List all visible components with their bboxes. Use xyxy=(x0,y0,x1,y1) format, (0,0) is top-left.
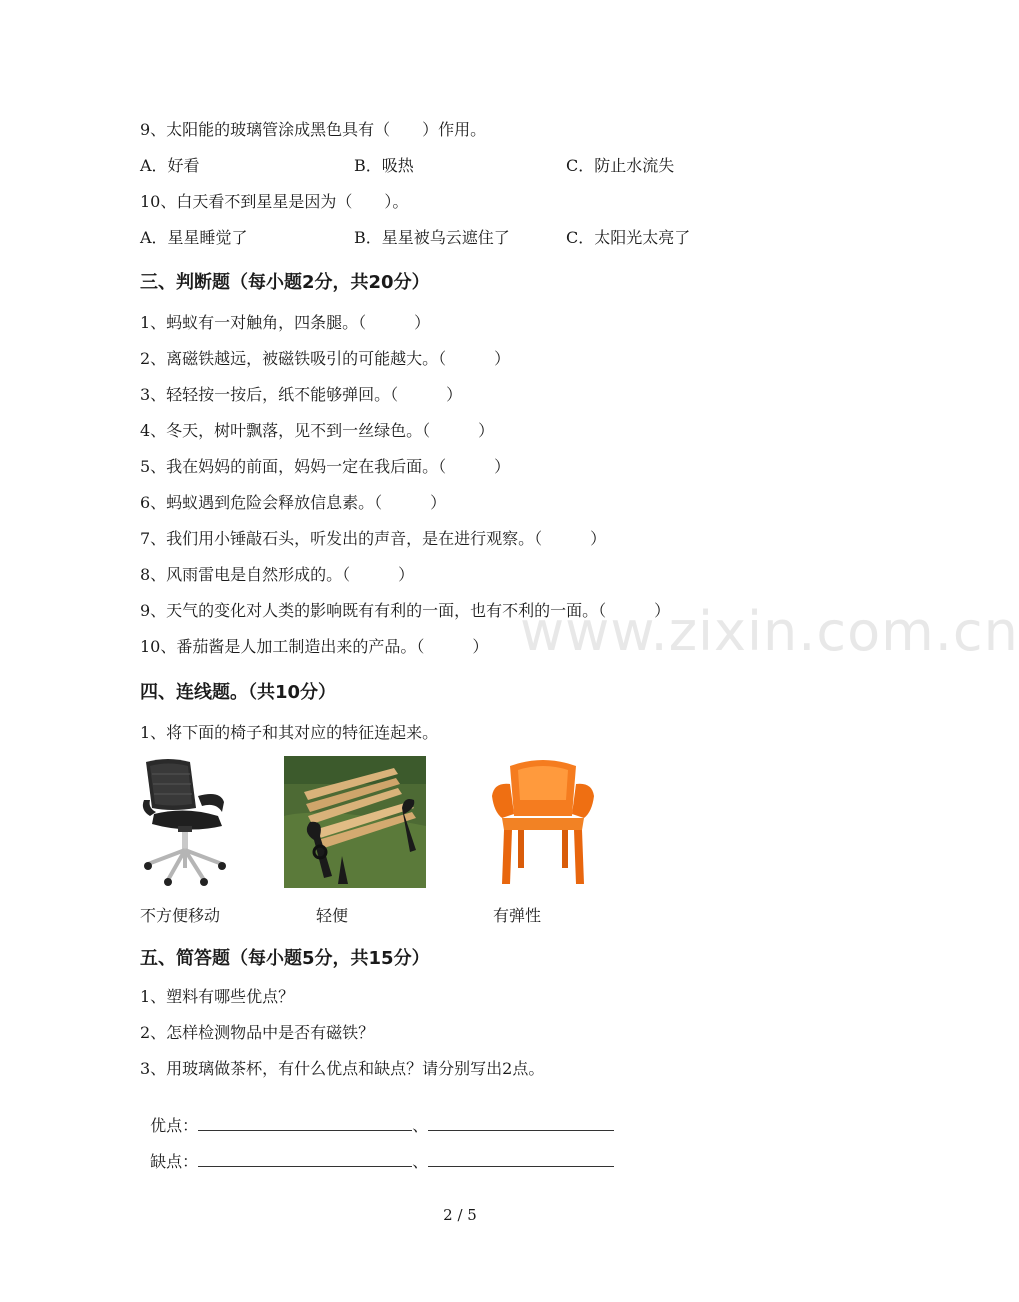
q10-option-c: C．太阳光太亮了 xyxy=(566,228,691,247)
judge-item: 2、离磁铁越远，被磁铁吸引的可能越大。（ ） xyxy=(140,349,511,368)
pros-answer-row xyxy=(140,1096,614,1136)
judge-item: 4、冬天，树叶飘落，见不到一丝绿色。（ ） xyxy=(140,421,495,440)
q10-option-a: A．星星睡觉了 xyxy=(140,228,248,247)
judge-item: 8、风雨雷电是自然形成的。（ ） xyxy=(140,565,415,584)
cons-blank-1[interactable] xyxy=(198,1152,412,1167)
office-chair-image xyxy=(138,756,230,888)
caption-immobile: 不方便移动 xyxy=(140,906,221,925)
pros-label: 优点： xyxy=(150,1116,199,1135)
watermark: www.zixin.com.cn xyxy=(520,600,1019,663)
section4-heading: 四、连线题。（共10分） xyxy=(140,682,337,703)
section3-heading: 三、判断题（每小题2分，共20分） xyxy=(140,272,430,293)
cons-blank-2[interactable] xyxy=(428,1152,614,1167)
q9-option-c: C．防止水流失 xyxy=(566,156,675,175)
section5-heading: 五、简答题（每小题5分，共15分） xyxy=(140,948,430,969)
q9-option-b: B．吸热 xyxy=(354,156,414,175)
q9-option-a: A．好看 xyxy=(140,156,200,175)
cons-answer-row xyxy=(140,1132,614,1172)
judge-item: 7、我们用小锤敲石头，听发出的声音，是在进行观察。（ ） xyxy=(140,529,607,548)
caption-lightweight: 轻便 xyxy=(316,906,349,925)
q10-option-b: B．星星被乌云遮住了 xyxy=(354,228,510,247)
pros-blank-1[interactable] xyxy=(198,1116,412,1131)
matching-question: 1、将下面的椅子和其对应的特征连起来。 xyxy=(140,723,439,742)
page-number: 2 / 5 xyxy=(443,1206,477,1224)
short-answer-3: 3、用玻璃做茶杯，有什么优点和缺点？请分别写出2点。 xyxy=(140,1059,545,1078)
judge-item: 9、天气的变化对人类的影响既有有利的一面，也有不利的一面。（ ） xyxy=(140,601,671,620)
judge-item: 6、蚂蚁遇到危险会释放信息素。（ ） xyxy=(140,493,447,512)
judge-item: 10、番茄酱是人加工制造出来的产品。（ ） xyxy=(140,637,489,656)
short-answer-1: 1、塑料有哪些优点？ xyxy=(140,987,295,1006)
question-9: 9、太阳能的玻璃管涂成黑色具有（ ）作用。 xyxy=(140,120,487,139)
plastic-chair-image xyxy=(488,756,598,888)
separator: 、 xyxy=(412,1116,429,1135)
judge-item: 5、我在妈妈的前面，妈妈一定在我后面。（ ） xyxy=(140,457,511,476)
cons-label: 缺点： xyxy=(150,1152,199,1171)
judge-item: 3、轻轻按一按后，纸不能够弹回。（ ） xyxy=(140,385,463,404)
caption-elastic: 有弹性 xyxy=(493,906,542,925)
question-10: 10、白天看不到星星是因为（ ）。 xyxy=(140,192,409,211)
park-bench-image xyxy=(284,756,426,888)
pros-blank-2[interactable] xyxy=(428,1116,614,1131)
judge-item: 1、蚂蚁有一对触角，四条腿。（ ） xyxy=(140,313,431,332)
separator: 、 xyxy=(412,1152,429,1171)
short-answer-2: 2、怎样检测物品中是否有磁铁？ xyxy=(140,1023,375,1042)
